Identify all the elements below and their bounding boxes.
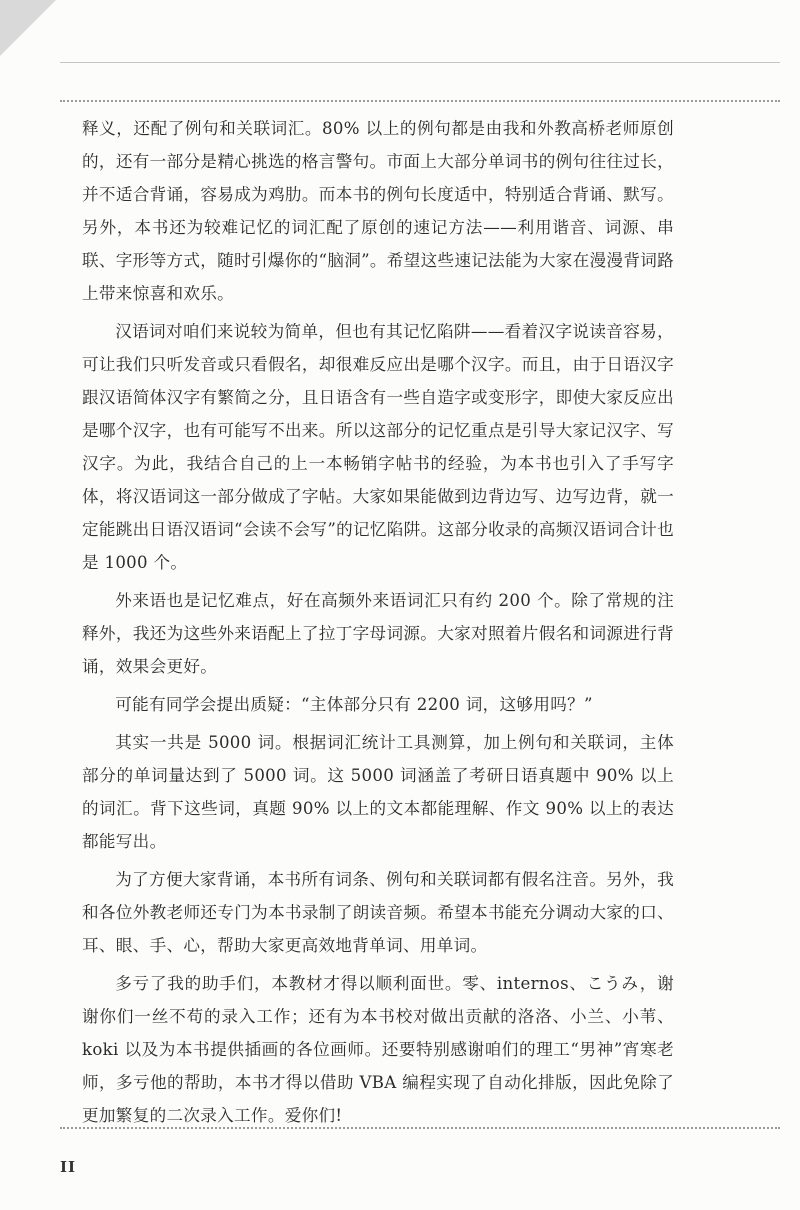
page-number: II (60, 1158, 77, 1176)
top-dotted-rule (60, 100, 780, 102)
paragraph: 汉语词对咱们来说较为简单，但也有其记忆陷阱——看着汉字说读音容易，可让我们只听发音或只看假名，却很难反应出是哪个汉字。而且，由于日语汉字跟汉语简体汉字有繁简之分，且日语含有一些自造字或变形字，即使大家反应出是哪个汉字，也有可能写不出来。所以这部分的记忆重点是引导大家记汉字、写汉字。为此，我结合自己的上一本畅销字帖书的经验，为本书也引入了手写字体，将汉语词这一部分做成了字帖。大家如果能做到边背边写、边写边背，就一定能跳出日语汉语词“会读不会写”的记忆陷阱。这部分收录的高频汉语词合计也是 1000 个。 (82, 322, 674, 572)
body-text (82, 112, 674, 1137)
paragraph: 多亏了我的助手们，本教材才得以顺利面世。零、internos、こうみ，谢谢你们一丝不苟的录入工作；还有为本书校对做出贡献的洛洛、小兰、小苇、koki 以及为本书提供插画的各位画师。还要特别感谢咱们的理工“男神”宵寒老师，多亏他的帮助，本书才得以借助 VBA 编程实现了自动化排版，因此免除了更加繁复的二次录入工作。爱你们! (82, 974, 674, 1125)
paragraph: 释义，还配了例句和关联词汇。80% 以上的例句都是由我和外教高桥老师原创的，还有一部分是精心挑选的格言警句。市面上大部分单词书的例句往往过长，并不适合背诵，容易成为鸡肋。而本书的例句长度适中，特别适合背诵、默写。另外，本书还为较难记忆的词汇配了原创的速记方法——利用谐音、词源、串联、字形等方式，随时引爆你的“脑洞”。希望这些速记法能为大家在漫漫背词路上带来惊喜和欢乐。 (82, 119, 674, 303)
paragraph: 其实一共是 5000 词。根据词汇统计工具测算，加上例句和关联词，主体部分的单词量达到了 5000 词。这 5000 词涵盖了考研日语真题中 90% 以上的词汇。背下这些词，真题 90% 以上的文本都能理解、作文 90% 以上的表达都能写出。 (82, 733, 674, 851)
bottom-dotted-rule (60, 1127, 780, 1129)
page-corner-fold (0, 0, 56, 56)
paragraph: 为了方便大家背诵，本书所有词条、例句和关联词都有假名注音。另外，我和各位外教老师还专门为本书录制了朗读音频。希望本书能充分调动大家的口、耳、眼、手、心，帮助大家更高效地背单词、用单词。 (82, 870, 674, 955)
paragraph: 外来语也是记忆难点，好在高频外来语词汇只有约 200 个。除了常规的注释外，我还为这些外来语配上了拉丁字母词源。大家对照着片假名和词源进行背诵，效果会更好。 (82, 591, 674, 676)
paragraph: 可能有同学会提出质疑：“主体部分只有 2200 词，这够用吗？” (115, 695, 593, 714)
header-rule (60, 62, 780, 63)
